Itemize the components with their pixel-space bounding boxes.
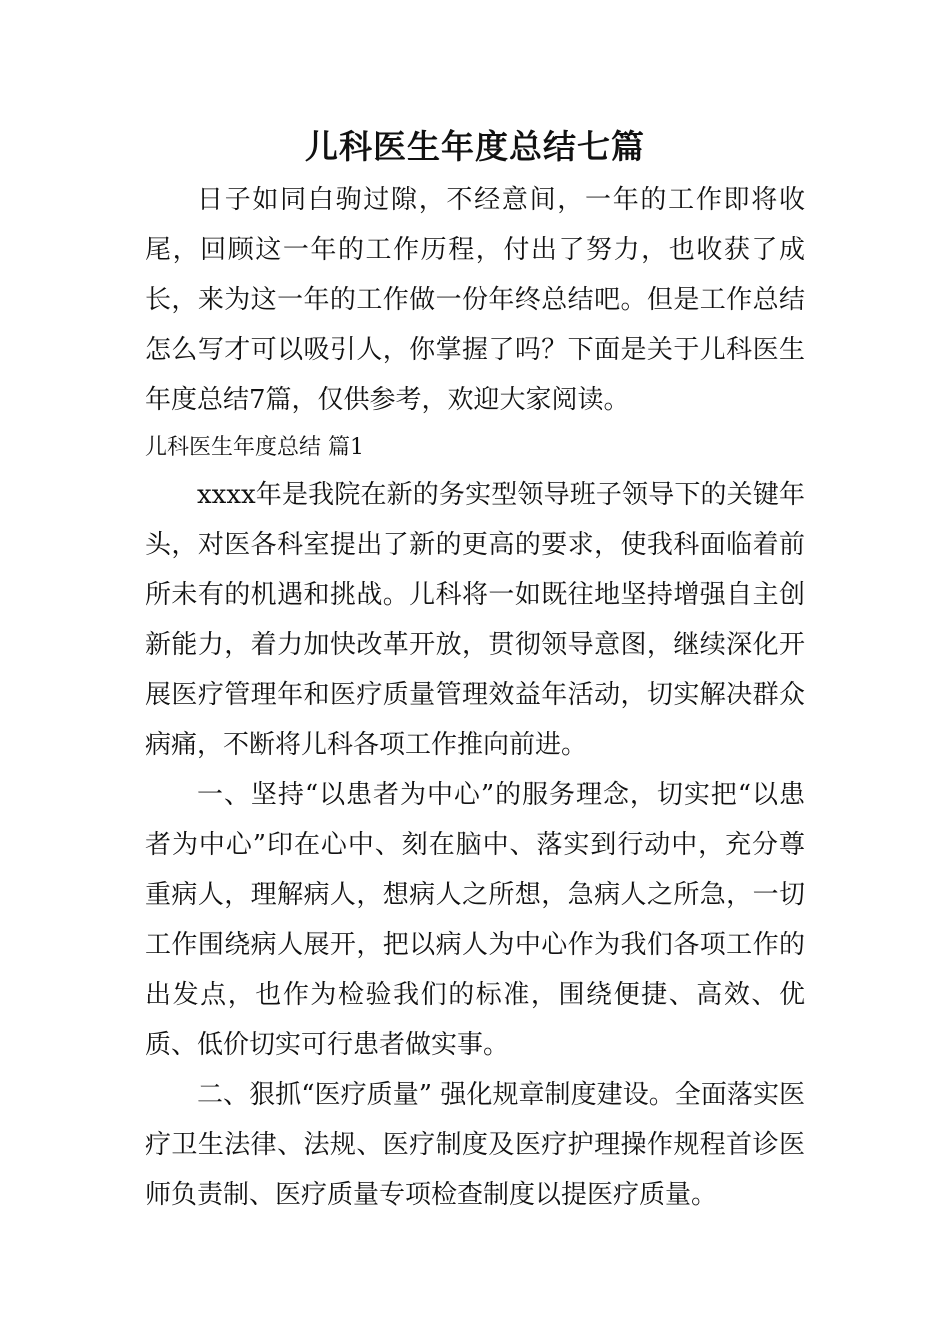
section-heading: 儿科医生年度总结 篇1 <box>145 435 364 460</box>
body-paragraph-2: 一、坚持“以患者为中心”的服务理念，切实把“以患者为中心”印在心中、刻在脑中、落实到行动中，充分尊重病人，理解病人，想病人之所想，急病人之所急，一切工作围绕病人展开，把以病人为中心作为我们各项工作的出发点，也作为检验我们的标准，围绕便捷、高效、优质、低价切实可行患者做实事。 <box>145 780 805 1060</box>
intro-paragraph: 日子如同白驹过隙，不经意间，一年的工作即将收尾，回顾这一年的工作历程，付出了努力，也收获了成长，来为这一年的工作做一份年终总结吧。但是工作总结怎么写才可以吸引人，你掌握了吗？下面是关于儿科医生年度总结7篇，仅供参考，欢迎大家阅读。 <box>145 185 805 415</box>
body-paragraph-1: xxxx年是我院在新的务实型领导班子领导下的关键年头，对医各科室提出了新的更高的要求，使我科面临着前所未有的机遇和挑战。儿科将一如既往地坚持增强自主创新能力，着力加快改革开放，贯彻领导意图，继续深化开展医疗管理年和医疗质量管理效益年活动，切实解决群众病痛，不断将儿科各项工作推向前进。 <box>145 480 805 760</box>
document-body <box>145 175 805 1220</box>
body-paragraph-3: 二、狠抓“医疗质量” 强化规章制度建设。全面落实医疗卫生法律、法规、医疗制度及医疗护理操作规程首诊医师负责制、医疗质量专项检查制度以提医疗质量。 <box>145 1080 805 1210</box>
document-title: 儿科医生年度总结七篇 <box>305 127 645 166</box>
